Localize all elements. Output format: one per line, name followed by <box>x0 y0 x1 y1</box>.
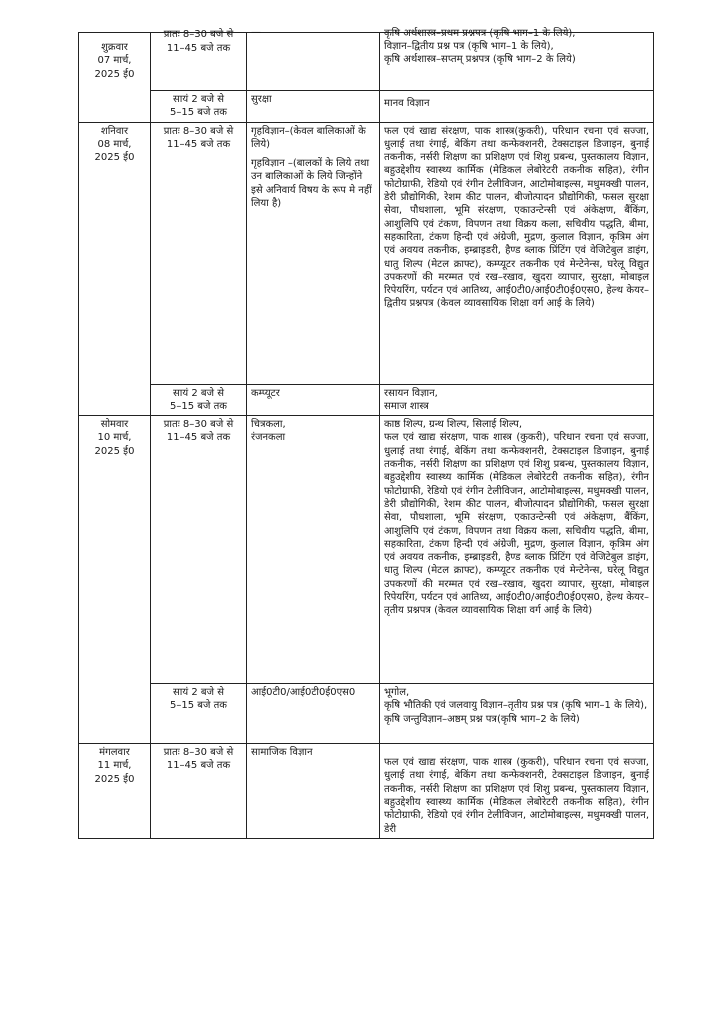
subject-cell <box>247 684 380 744</box>
subject: रंजनकला <box>251 432 286 444</box>
time-cell <box>151 91 247 123</box>
table-row <box>79 744 654 839</box>
time-cell <box>151 29 247 91</box>
time-cell <box>151 744 247 839</box>
paper-line: विज्ञान–द्वितीय प्रश्न पत्र (कृषि भाग–1 के लिये), <box>384 41 554 52</box>
time-cell <box>151 122 247 384</box>
subject-cell <box>247 384 380 416</box>
day-name: सोमवार <box>100 419 129 431</box>
paper-line: समाज शास्त्र <box>384 400 429 412</box>
paper-line: भूगोल, <box>384 687 410 699</box>
paper-line: मानव विज्ञान <box>384 98 430 109</box>
papers-cell <box>380 28 654 91</box>
time-end: 5–15 बजे तक <box>170 400 227 412</box>
papers-cell <box>380 91 654 123</box>
subject: कम्प्यूटर <box>251 387 280 399</box>
papers-cell <box>380 122 654 384</box>
subject-cell <box>247 91 380 123</box>
time-end: 11–45 बजे तक <box>166 43 231 54</box>
paper-line: कृषि अर्थशास्त्र–सप्तम् प्रश्नपत्र (कृषि भाग–2 के लिये) <box>384 54 576 66</box>
paper-line: काष्ठ शिल्प, ग्रन्थ शिल्प, सिलाई शिल्प, <box>384 419 522 431</box>
exam-timetable <box>78 27 653 839</box>
subject: चित्रकला, <box>251 419 286 431</box>
paper-line: कृषि भौतिकी एवं जलवायु विज्ञान–तृतीय प्रश्न पत्र (कृषि भाग–1 के लिये), <box>384 700 648 712</box>
day-year: 2025 ई0 <box>94 68 135 80</box>
paper-line: फल एवं खाद्य संरक्षण, पाक शास्त्र(कुकरी), परिधान रचना एवं सज्जा, धुलाई तथा रंगाई, बेकिंग तथा कन्फेक्शनरी, टेक्सटाइल डिजाइन, बुनाई तकनीक, नर्सरी शिक्षण का प्रशिक्षण एवं शिशु प्रबन्ध, पुस्तकालय विज्ञान, बहुउद्देशीय स्वास्थ्य कार्मिक (मेडिकल लेबोरेटरी तकनीक सहित), रंगीन फोटोग्राफी, रेडियो एवं रंगीन टेलीविजन, आटोमोबाइल्स, मधुमक्खी पालन, डेरी प्रौद्योगिकी, रेशम कीट पालन, बीजोत्पादन प्रौद्योगिकी, फसल सुरक्षा सेवा, पौधशाला, भूमि संरक्षण, एकाउन्टेन्सी एवं अंकेक्षण, बैंकिंग, आशुलिपि एवं टंकण, विपणन तथा विक्रय कला, सचिवीय पद्धति, बीमा, सहकारिता, टंकण हिन्दी एवं अंग्रेजी, मुद्रण, कुलाल विज्ञान, कृत्रिम अंग एवं अवयव तकनीक, इम्ब्राइडरी, हैण्ड ब्लाक प्रिंटिंग एवं वेजिटेबुल डाइंग, धातु शिल्प (मेटल क्राफ्ट), कम्प्यूटर तकनीक एवं मेन्टेनेन्स, घरेलू विद्युत उपकरणों की मरम्मत एवं रख–रखाव, खुदरा व्यापार, सुरक्षा, मोबाइल रिपेयरिंग, पर्यटन एवं आतिथ्य, आई0टी0/आई0टी0ई0एस0, हेल्थ केयर–द्वितीय प्रश्नपत्र (केवल व्यावसायिक शिक्षा वर्ग आई के लिये) <box>384 125 649 310</box>
time-end: 11–45 बजे तक <box>166 760 231 772</box>
subject: सुरक्षा <box>251 94 272 105</box>
time-end: 11–45 बजे तक <box>166 138 231 150</box>
time-end: 5–15 बजे तक <box>170 700 227 712</box>
day-date: 08 मार्च, <box>97 138 132 150</box>
time-start: प्रातः 8–30 बजे से <box>163 125 234 137</box>
subject: गृहविज्ञान–(केवल बालिकाओं के लिये) <box>251 125 366 150</box>
table-row <box>79 384 654 416</box>
table-row <box>79 122 654 384</box>
day-date: 10 मार्च, <box>97 432 132 444</box>
time-start: सायं 2 बजे से <box>173 387 224 399</box>
table-row <box>79 416 654 684</box>
subject-cell <box>247 27 380 91</box>
papers-cell <box>380 744 654 839</box>
time-cell <box>151 684 247 744</box>
papers-cell <box>380 384 654 416</box>
table-row <box>79 91 654 123</box>
papers-cell <box>380 416 654 684</box>
time-end: 11–45 बजे तक <box>166 432 231 444</box>
paper-line: फल एवं खाद्य संरक्षण, पाक शास्त्र (कुकरी), परिधान रचना एवं सज्जा, धुलाई तथा रंगाई, बेकिंग तथा कन्फेक्शनरी, टेक्सटाइल डिजाइन, बुनाई तकनीक, नर्सरी शिक्षण का प्रशिक्षण एवं शिशु प्रबन्ध, पुस्तकालय विज्ञान, बहुउद्देशीय स्वास्थ्य कार्मिक (मेडिकल लेबोरेटरी तकनीक सहित), रंगीन फोटोग्राफी, रेडियो एवं रंगीन टेलीविजन, आटोमोबाइल्स, मधुमक्खी पालन, डेरी <box>384 757 649 835</box>
day-name: मंगलवार <box>99 747 130 759</box>
subject-cell <box>247 122 380 384</box>
subject: सामाजिक विज्ञान <box>251 747 313 759</box>
day-name: शुक्रवार <box>101 42 128 53</box>
subject-cell <box>247 744 380 839</box>
time-start: सायं 2 बजे से <box>173 687 224 699</box>
subject: — <box>251 27 261 38</box>
subject-cell <box>247 416 380 684</box>
paper-line: कृषि जन्तुविज्ञान–अष्ठम् प्रश्न पत्र(कृषि भाग–2 के लिये) <box>384 713 580 725</box>
time-cell <box>151 384 247 416</box>
day-cell <box>79 122 151 416</box>
paper-line: कृषि अर्थशास्त्र–प्रथम प्रश्नपत्र (कृषि भाग–1 के लिये), <box>384 28 576 39</box>
time-end: 5–15 बजे तक <box>170 107 227 119</box>
day-date: 11 मार्च, <box>97 760 132 772</box>
time-start: प्रातः 8–30 बजे से <box>163 29 234 40</box>
timetable-table <box>78 27 654 839</box>
day-cell <box>79 416 151 744</box>
day-cell <box>79 744 151 839</box>
time-start: प्रातः 8–30 बजे से <box>163 747 234 759</box>
day-year: 2025 ई0 <box>94 445 135 457</box>
day-name: शनिवार <box>100 125 129 137</box>
day-cell <box>79 33 151 123</box>
table-row <box>79 33 654 91</box>
day-date: 07 मार्च, <box>97 55 132 67</box>
time-start: प्रातः 8–30 बजे से <box>163 419 234 431</box>
paper-line: रसायन विज्ञान, <box>384 387 438 399</box>
day-year: 2025 ई0 <box>94 152 135 164</box>
papers-cell <box>380 684 654 744</box>
subject: गृहविज्ञान –(बालकों के लिये तथा उन बालिकाओं के लिये जिन्होंने इसे अनिवार्य विषय के रूप मे नहीं लिया है) <box>251 158 372 210</box>
subject: आई0टी0/आई0टी0ई0एस0 <box>251 687 356 699</box>
paper-line: फल एवं खाद्य संरक्षण, पाक शास्त्र (कुकरी), परिधान रचना एवं सज्जा, धुलाई तथा रंगाई, बेकिंग तथा कन्फेक्शनरी, टेक्सटाइल डिजाइन, बुनाई तकनीक, नर्सरी शिक्षण का प्रशिक्षण एवं शिशु प्रबन्ध, पुस्तकालय विज्ञान, बहुउद्देशीय स्वास्थ्य कार्मिक (मेडिकल लेबोरेटरी तकनीक सहित), रंगीन फोटोग्राफी, रेडियो एवं रंगीन टेलीविजन, आटोमोबाइल्स, मधुमक्खी पालन, डेरी प्रौद्योगिकी, रेशम कीट पालन, बीजोत्पादन प्रौद्योगिकी, फसल सुरक्षा सेवा, पौधशाला, भूमि संरक्षण, एकाउन्टेन्सी एवं अंकेक्षण, बैंकिंग, आशुलिपि एवं टंकण, विपणन तथा विक्रय कला, सचिवीय पद्धति, बीमा, सहकारिता, टंकण हिन्दी एवं अंग्रेजी, मुद्रण, कुलाल विज्ञान, कृत्रिम अंग एवं अवयव तकनीक, इम्ब्राइडरी, हैण्ड ब्लाक प्रिंटिंग एवं वेजिटेबुल डाइंग, धातु शिल्प (मेटल क्राफ्ट), कम्प्यूटर तकनीक एवं मेन्टेनेन्स, घरेलू विद्युत उपकरणों की मरम्मत एवं रख–रखाव, खुदरा व्यापार, सुरक्षा, मोबाइल रिपेयरिंग, पर्यटन एवं आतिथ्य, आई0टी0/आई0टी0ई0एस0, हेल्थ केयर– तृतीय प्रश्नपत्र (केवल व्यावसायिक शिक्षा वर्ग आई के लिये) <box>384 432 649 617</box>
day-year: 2025 ई0 <box>94 773 135 785</box>
table-row <box>79 684 654 744</box>
time-start: सायं 2 बजे से <box>173 94 224 105</box>
time-cell <box>151 416 247 684</box>
